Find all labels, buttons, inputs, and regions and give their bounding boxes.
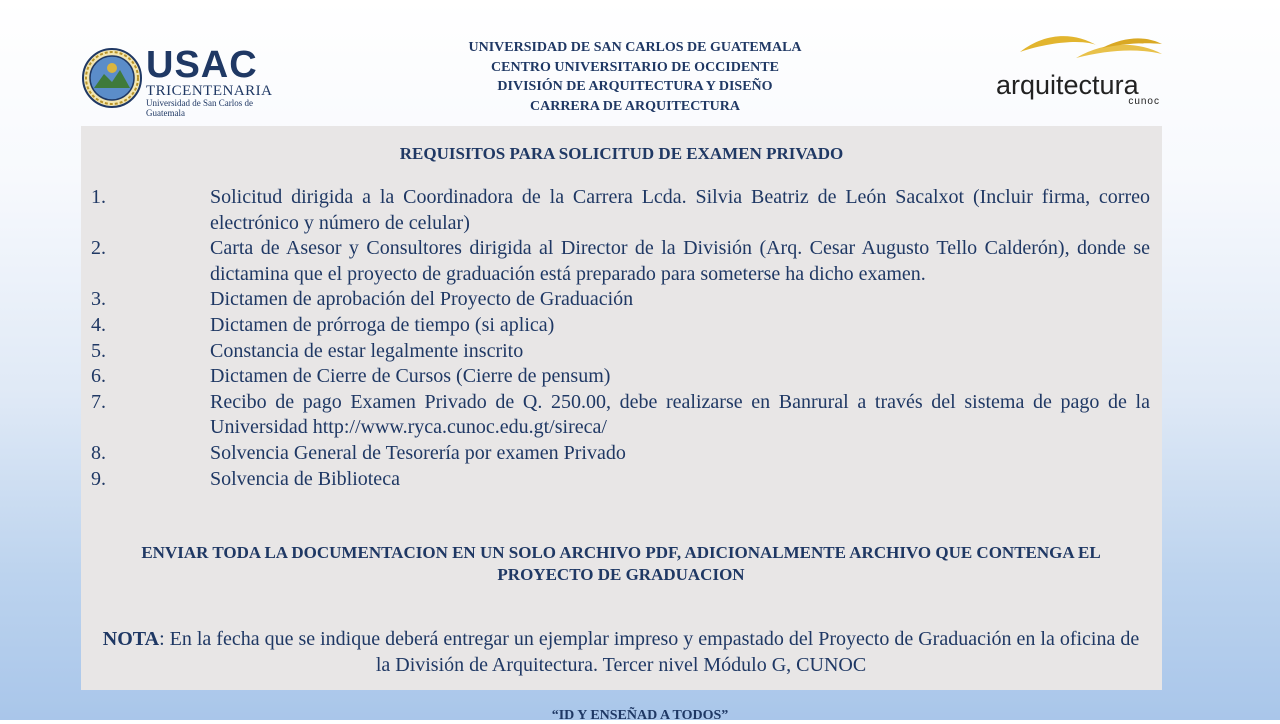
swoosh-icon <box>1016 30 1166 74</box>
nota-text: : En la fecha que se indique deberá entregar un ejemplar impreso y empastado del Proyecto de Graduación en la oficina de la División de Arquitectura. Tercer nivel Módulo G, CUNOC <box>159 628 1140 676</box>
item-number: 7. <box>91 390 106 413</box>
list-item <box>81 185 1162 236</box>
item-number: 8. <box>91 441 106 464</box>
item-number: 4. <box>91 313 106 336</box>
usac-fullname: Universidad de San Carlos de Guatemala <box>146 98 253 118</box>
item-number: 6. <box>91 365 106 388</box>
item-text: Recibo de pago Examen Privado de Q. 250.00, debe realizarse en Banrural a través del sistema de pago de la Universidad http://www.ryca.cunoc.edu.gt/sireca/ <box>210 390 1150 439</box>
item-text: Solicitud dirigida a la Coordinadora de la Carrera Lcda. Silvia Beatriz de León Sacalxot (Incluir firma, correo electrónico y número de celular) <box>210 186 1150 234</box>
usac-seal-icon <box>80 48 144 108</box>
list-item <box>81 390 1162 441</box>
item-text: Carta de Asesor y Consultores dirigida al Director de la División (Arq. Cesar Augusto Tello Calderón), donde se dictamina que el proyecto de graduación está preparado para someterse ha dicho examen. <box>210 237 1150 285</box>
item-text: Dictamen de Cierre de Cursos (Cierre de pensum) <box>210 365 611 388</box>
list-item <box>81 364 1162 390</box>
header-title-line: CARRERA DE ARQUITECTURA <box>529 98 741 114</box>
usac-tricentenaria: TRICENTENARIA <box>146 83 273 99</box>
item-number: 9. <box>91 467 106 490</box>
usac-wordmark: USAC <box>146 44 258 86</box>
header-title-line: CENTRO UNIVERSITARIO DE OCCIDENTE <box>491 59 779 75</box>
header-title-line: DIVISIÓN DE ARQUITECTURA Y DISEÑO <box>497 79 773 94</box>
arquitectura-wordmark: arquitectura <box>996 70 1139 100</box>
nota-paragraph <box>96 626 1146 678</box>
item-text: Constancia de estar legalmente inscrito <box>210 339 524 362</box>
list-item <box>81 339 1162 365</box>
item-text: Solvencia de Biblioteca <box>210 467 400 490</box>
item-number: 3. <box>91 288 106 311</box>
item-number: 2. <box>91 237 106 260</box>
nota-label: NOTA <box>102 628 160 650</box>
list-item <box>81 236 1162 287</box>
item-text: Solvencia General de Tesorería por examen Privado <box>210 441 626 464</box>
list-item <box>81 313 1162 339</box>
item-number: 5. <box>91 339 106 362</box>
item-text: Dictamen de aprobación del Proyecto de Graduación <box>210 288 634 311</box>
cunoc-label: cunoc <box>1128 96 1160 107</box>
item-number: 1. <box>91 186 106 208</box>
arquitectura-logo <box>996 30 1166 110</box>
requirements-list <box>81 185 1162 492</box>
document-title: REQUISITOS PARA SOLICITUD DE EXAMEN PRIVADO <box>399 144 844 163</box>
send-documentation-note: ENVIAR TODA LA DOCUMENTACION EN UN SOLO ARCHIVO PDF, ADICIONALMENTE ARCHIVO QUE CONTENGA EL PROYECTO DE GRADUACION <box>141 543 1101 584</box>
usac-logo <box>80 44 280 118</box>
requirements-panel <box>81 126 1162 690</box>
header-title-line: UNIVERSIDAD DE SAN CARLOS DE GUATEMALA <box>468 40 802 55</box>
footer-motto: “ID Y ENSEÑAD A TODOS” <box>551 708 729 723</box>
list-item <box>81 467 1162 493</box>
list-item <box>81 441 1162 467</box>
item-text: Dictamen de prórroga de tiempo (si aplica) <box>210 313 555 336</box>
list-item <box>81 287 1162 313</box>
header-titles <box>380 38 890 116</box>
